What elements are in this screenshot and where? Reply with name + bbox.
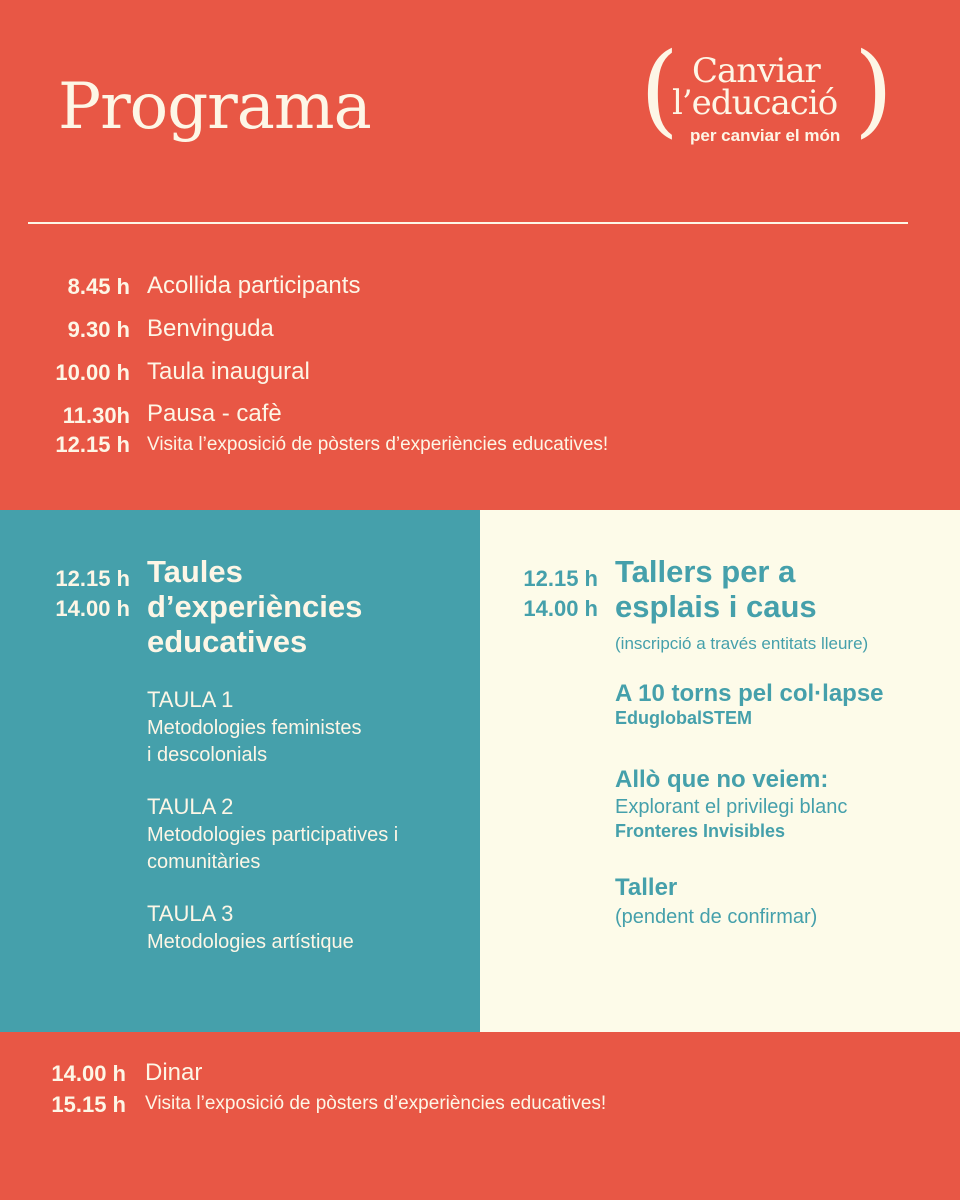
logo-line-2: l’educació — [672, 83, 838, 123]
taller-title: Allò que no veiem: — [615, 766, 829, 793]
schedule-event: Taula inaugural — [147, 358, 310, 385]
schedule-time: 10.00 h — [55, 360, 130, 385]
taula-desc: i descolonials — [147, 744, 268, 766]
taller-desc: (pendent de confirmar) — [615, 906, 818, 928]
taules-time-start: 12.15 h — [55, 566, 130, 591]
taula-desc: Metodologies artístique — [147, 931, 354, 953]
taller-item — [615, 766, 847, 842]
taules-time-end: 14.00 h — [55, 596, 130, 621]
taller-item — [615, 874, 817, 931]
schedule-event: Visita l’exposició de pòsters d’experiències educatives! — [147, 434, 609, 455]
taller-desc: Explorant el privilegi blanc — [615, 796, 848, 818]
logo-paren-right: ) — [854, 31, 894, 148]
schedule-time: 9.30 h — [67, 317, 130, 342]
tallers-title: Tallers per a esplais i caus — [615, 554, 817, 624]
taula-item — [147, 792, 398, 876]
taula-label: TAULA 2 — [147, 794, 234, 819]
taula-desc: Metodologies participatives i — [147, 824, 399, 846]
logo — [640, 31, 900, 152]
taller-title: A 10 torns pel col·lapse — [615, 680, 884, 707]
taula-label: TAULA 1 — [147, 687, 234, 712]
logo-paren-left: ( — [640, 31, 680, 148]
schedule-event: Benvinguda — [147, 315, 274, 342]
tallers-panel — [480, 510, 960, 1032]
taula-desc: comunitàries — [147, 851, 261, 873]
taller-title: Taller — [615, 874, 678, 901]
schedule-time: 12.15 h — [55, 432, 130, 457]
schedule-event: Acollida participants — [147, 272, 361, 299]
taules-title: Taules d’experiències educatives — [147, 554, 363, 659]
schedule-time: 11.30h — [62, 403, 130, 428]
tallers-time-end: 14.00 h — [523, 596, 598, 621]
logo-line-1: Canviar — [692, 51, 820, 91]
page-title: Programa — [58, 70, 371, 144]
taula-desc: Metodologies feministes — [147, 717, 362, 739]
taula-item — [147, 685, 362, 769]
schedule-time: 8.45 h — [67, 274, 130, 299]
schedule-event: Pausa - cafè — [147, 400, 282, 427]
taules-panel — [0, 510, 480, 1032]
taller-item — [615, 680, 884, 729]
tallers-time-start: 12.15 h — [523, 566, 598, 591]
schedule-time: 15.15 h — [51, 1092, 126, 1117]
taula-label: TAULA 3 — [147, 901, 234, 926]
tallers-subtitle: (inscripció a través entitats lleure) — [615, 634, 869, 653]
schedule-time: 14.00 h — [51, 1061, 126, 1086]
schedule-event: Visita l’exposició de pòsters d’experiències educatives! — [145, 1093, 607, 1114]
taller-org: Fronteres Invisibles — [615, 821, 786, 841]
header-divider — [28, 222, 908, 224]
taller-org: EduglobalSTEM — [615, 708, 752, 728]
schedule-event: Dinar — [145, 1059, 203, 1086]
taula-item — [147, 899, 354, 956]
logo-line-3: per canviar el món — [690, 126, 841, 145]
